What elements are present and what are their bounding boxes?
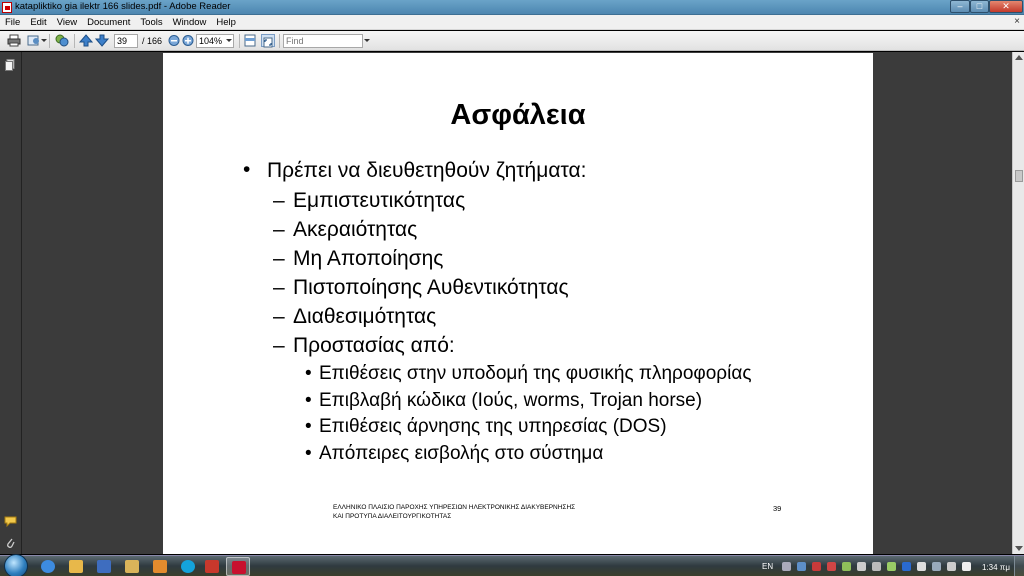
fit-page-icon[interactable] bbox=[261, 34, 275, 47]
close-button[interactable]: ✕ bbox=[989, 0, 1023, 13]
sub-sub-item: • Απόπειρες εισβολής στο σύστημα bbox=[241, 443, 861, 470]
bullet-list bbox=[241, 159, 861, 469]
sub-sub-item: • Επιθέσεις άρνησης της υπηρεσίας (DOS) bbox=[241, 416, 861, 443]
scroll-thumb[interactable] bbox=[1015, 170, 1023, 182]
taskbar-ie-icon[interactable] bbox=[36, 557, 60, 576]
toolbar bbox=[0, 31, 1024, 51]
tray-icon[interactable] bbox=[782, 562, 791, 571]
slide-title: Ασφάλεια bbox=[450, 99, 586, 131]
zoom-in-icon[interactable] bbox=[181, 34, 195, 47]
flag-icon[interactable] bbox=[872, 562, 881, 571]
footer-line: ΕΛΛΗΝΙΚΟ ΠΛΑΙΣΙΟ ΠΑΡΟΧΗΣ ΥΠΗΡΕΣΙΩΝ ΗΛΕΚΤΡΟΝΙΚΗΣ ΔΙΑΚΥΒΕΡΝΗΣΗΣ bbox=[333, 504, 576, 511]
adobe-reader-icon bbox=[2, 2, 12, 13]
taskbar-folder-icon[interactable] bbox=[120, 557, 144, 576]
menu-document[interactable]: Document bbox=[87, 16, 131, 28]
maximize-button[interactable]: □ bbox=[970, 0, 989, 13]
sub-item: – Ακεραιότητας bbox=[241, 218, 861, 247]
sub-sub-item: • Επιβλαβή κώδικα (Ιούς, worms, Trojan horse) bbox=[241, 390, 861, 417]
taskbar-media-icon[interactable] bbox=[148, 557, 172, 576]
page-total: / 166 bbox=[142, 36, 163, 46]
title-bar bbox=[0, 0, 1024, 15]
volume-icon[interactable] bbox=[962, 562, 971, 571]
tray-icon[interactable] bbox=[827, 562, 836, 571]
sub-item: – Μη Αποποίησης bbox=[241, 247, 861, 276]
scroll-down-icon[interactable] bbox=[1015, 546, 1023, 551]
window-title: katapliktiko gia ilektr 166 slides.pdf - Adobe Reader bbox=[15, 1, 231, 12]
sub-item: – Προστασίας από: bbox=[241, 334, 861, 363]
menu-window[interactable]: Window bbox=[172, 16, 207, 28]
show-desktop-button[interactable] bbox=[1014, 556, 1024, 576]
tray-icon[interactable] bbox=[947, 562, 956, 571]
zoom-dropdown-icon[interactable] bbox=[226, 39, 232, 42]
taskbar-explorer-icon[interactable] bbox=[64, 557, 88, 576]
language-indicator[interactable]: EN bbox=[762, 562, 774, 571]
tray-icon[interactable] bbox=[917, 562, 926, 571]
sub-item: – Εμπιστευτικότητας bbox=[241, 189, 861, 218]
previous-page-icon[interactable] bbox=[79, 34, 93, 47]
menu-help[interactable]: Help bbox=[216, 16, 236, 28]
bullet-main: • Πρέπει να διευθετηθούν ζητήματα: bbox=[241, 159, 861, 189]
share-icon[interactable] bbox=[27, 34, 41, 47]
toolbar-separator bbox=[279, 34, 280, 48]
taskbar-app-icon[interactable] bbox=[200, 557, 224, 576]
footer-line: ΚΑΙ ΠΡΟΤΥΠΑ ΔΙΑΛΕΙΤΟΥΡΓΙΚΟΤΗΤΑΣ bbox=[333, 513, 452, 520]
pdf-page bbox=[163, 53, 873, 554]
tray-icon[interactable] bbox=[887, 562, 896, 571]
menu-file[interactable]: File bbox=[5, 16, 21, 28]
sub-item: – Διαθεσιμότητας bbox=[241, 305, 861, 334]
vertical-scrollbar[interactable] bbox=[1012, 52, 1024, 554]
zoom-out-icon[interactable] bbox=[167, 34, 181, 47]
menu-tools[interactable]: Tools bbox=[140, 16, 163, 28]
find-input[interactable] bbox=[283, 34, 363, 48]
minimize-button[interactable]: – bbox=[950, 0, 970, 13]
menu-edit[interactable]: Edit bbox=[30, 16, 47, 28]
scroll-up-icon[interactable] bbox=[1015, 55, 1023, 60]
navigation-pane bbox=[0, 52, 22, 554]
slide-page-number: 39 bbox=[773, 504, 782, 513]
zoom-level-select[interactable]: 104% bbox=[196, 34, 234, 48]
toolbar-separator bbox=[74, 34, 75, 48]
sub-item: – Πιστοποίησης Αυθεντικότητας bbox=[241, 276, 861, 305]
taskbar-clock[interactable]: 1:34 πμ bbox=[982, 563, 1010, 572]
menu-view[interactable]: View bbox=[56, 16, 78, 28]
toolbar-separator bbox=[239, 34, 240, 48]
page-number-input[interactable]: 39 bbox=[114, 34, 138, 48]
tray-icon[interactable] bbox=[812, 562, 821, 571]
find-dropdown-icon[interactable] bbox=[364, 39, 370, 42]
fit-width-icon[interactable] bbox=[243, 34, 257, 47]
network-icon[interactable] bbox=[932, 562, 941, 571]
bluetooth-icon[interactable] bbox=[902, 562, 911, 571]
taskbar-adobe-reader-icon[interactable] bbox=[226, 557, 250, 576]
tray-icon[interactable] bbox=[797, 562, 806, 571]
taskbar bbox=[0, 555, 1024, 576]
taskbar-skype-icon[interactable] bbox=[176, 557, 200, 576]
next-page-icon[interactable] bbox=[95, 34, 109, 47]
document-close-icon[interactable]: × bbox=[1014, 16, 1020, 27]
toolbar-separator bbox=[49, 34, 50, 48]
slide-footer bbox=[333, 503, 575, 521]
pages-panel-icon[interactable] bbox=[5, 58, 15, 70]
attachments-panel-icon[interactable] bbox=[5, 536, 16, 548]
collaborate-icon[interactable] bbox=[55, 34, 69, 47]
tray-icon[interactable] bbox=[842, 562, 851, 571]
print-icon[interactable] bbox=[7, 34, 21, 47]
start-button[interactable] bbox=[4, 554, 28, 576]
comments-panel-icon[interactable] bbox=[4, 514, 17, 526]
sub-sub-item: • Επιθέσεις στην υποδομή της φυσικής πληροφορίας bbox=[241, 363, 861, 390]
menu-bar bbox=[0, 15, 1024, 30]
tray-icon[interactable] bbox=[857, 562, 866, 571]
taskbar-word-icon[interactable] bbox=[92, 557, 116, 576]
share-dropdown-icon[interactable] bbox=[41, 39, 47, 42]
